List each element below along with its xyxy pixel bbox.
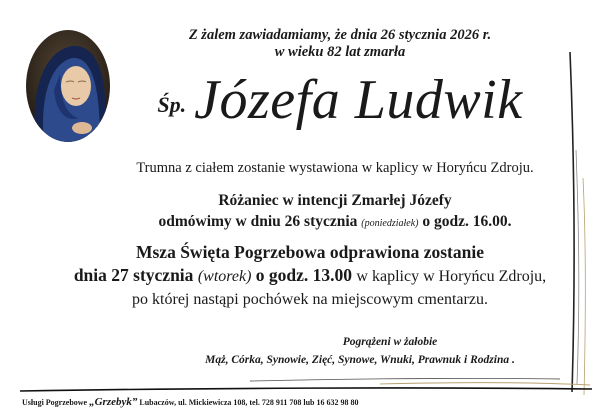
announcement-line-1: Z żalem zawiadamiamy, że dnia 26 stycznia 2026 r.: [188, 27, 492, 43]
footer-prefix: Usługi Pogrzebowe: [22, 398, 88, 407]
mass-weekday: (wtorek): [197, 268, 252, 285]
rosary-time: o godz. 16.00.: [422, 213, 512, 230]
mass-line-2: [40, 264, 580, 288]
mass-time: o godz. 13.00: [255, 265, 353, 285]
deceased-name-line: [120, 68, 560, 132]
funeral-home-brand: „Grzebyk”: [89, 396, 138, 408]
mass-line-1: Msza Święta Pogrzebowa odprawiona zostanie: [135, 242, 485, 262]
rosary-date: odmówimy w dniu 26 stycznia: [158, 213, 358, 230]
mourners-title: Pogrążeni w żałobie: [342, 336, 438, 348]
rosary-info: [100, 190, 570, 234]
madonna-portrait: [26, 30, 110, 142]
name-prefix: Śp.: [157, 92, 187, 117]
mass-place: w kaplicy w Horyńcu Zdroju,: [356, 268, 547, 285]
mourners-list: Mąż, Córka, Synowie, Zięć, Synowe, Wnuki, Prawnuk i Rodzina .: [205, 354, 515, 366]
rosary-weekday: (poniedziałek): [361, 218, 419, 229]
announcement-line-2: w wieku 82 lat zmarła: [274, 44, 406, 60]
mass-date: dnia 27 stycznia: [73, 265, 194, 285]
death-announcement: [120, 27, 560, 61]
rosary-line-1: Różaniec w intencji Zmarłej Józefy: [218, 192, 452, 209]
viewing-info: Trumna z ciałem zostanie wystawiona w kaplicy w Horyńcu Zdroju.: [136, 160, 534, 176]
mass-info: [40, 241, 580, 311]
deceased-name: Józefa Ludwik: [194, 69, 523, 131]
rosary-line-2: [100, 211, 570, 234]
mass-line-3: po której nastąpi pochówek na miejscowym cmentarzu.: [132, 291, 488, 308]
footer-details: Lubaczów, ul. Mickiewicza 108, tel. 728 911 708 lub 16 632 98 80: [139, 398, 359, 407]
funeral-home-footer: [22, 396, 592, 408]
